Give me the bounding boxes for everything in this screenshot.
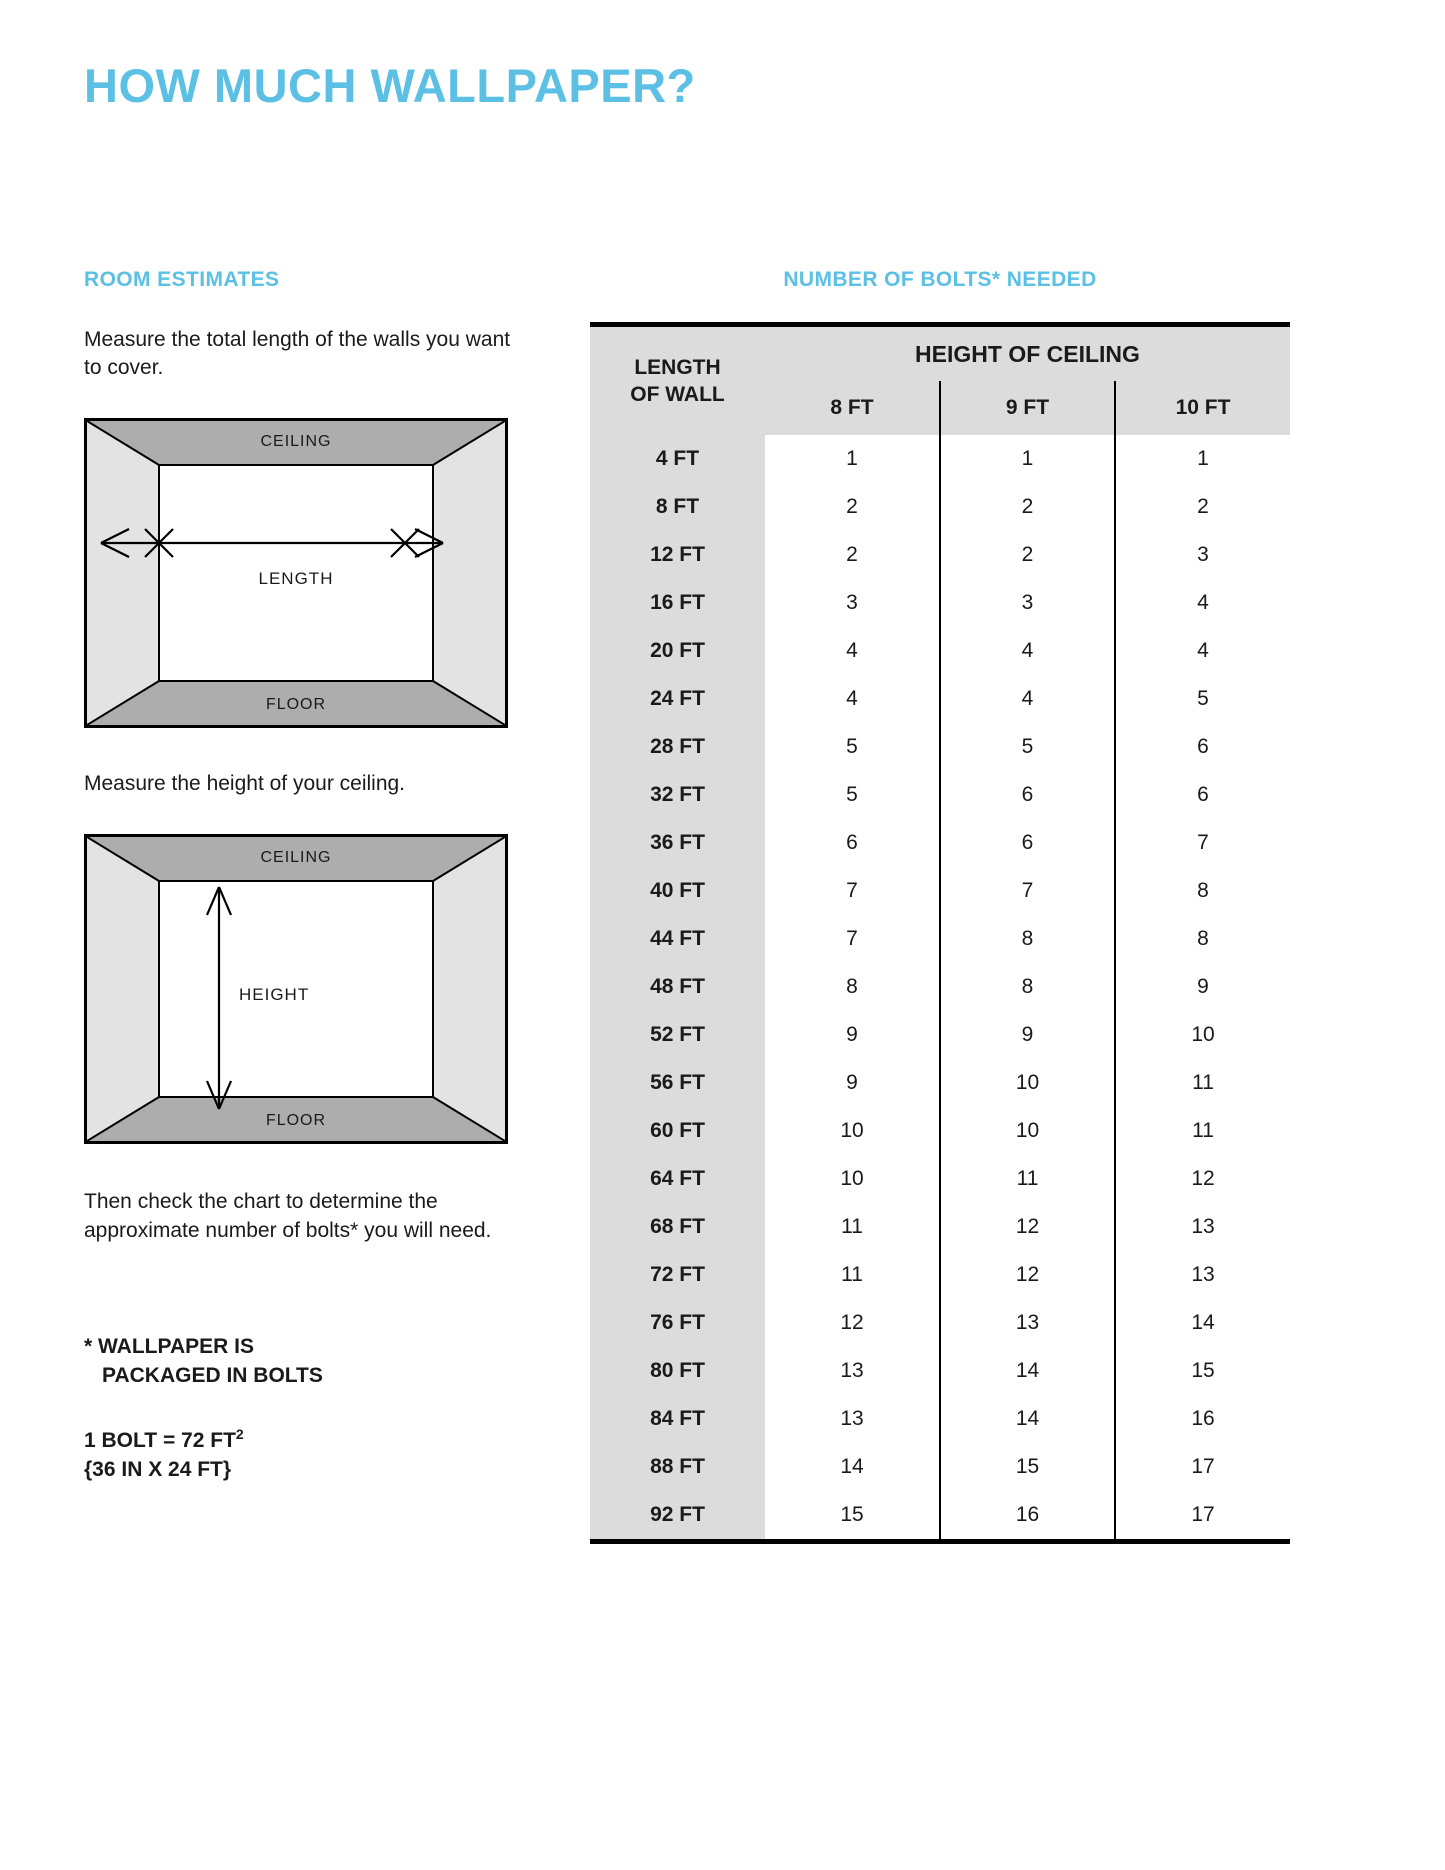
footnote-line-2: PACKAGED IN BOLTS <box>102 1363 323 1387</box>
cell-bolts-9ft: 5 <box>940 723 1115 771</box>
table-row <box>590 1203 1290 1251</box>
cell-bolts-10ft: 11 <box>1115 1107 1290 1155</box>
cell-bolts-9ft: 12 <box>940 1251 1115 1299</box>
cell-bolts-9ft: 10 <box>940 1059 1115 1107</box>
cell-bolts-8ft: 15 <box>840 1503 864 1526</box>
cell-bolts-10ft: 13 <box>1115 1203 1290 1251</box>
table-row <box>590 1155 1290 1203</box>
cell-bolts-9ft: 1 <box>940 435 1115 483</box>
row-header-length: 8 FT <box>590 483 765 531</box>
row-header-length: 16 FT <box>590 579 765 627</box>
room-estimates-section <box>84 268 524 1485</box>
bolt-size-superscript: 2 <box>235 1425 244 1442</box>
cell-bolts-8ft: 9 <box>846 1023 858 1046</box>
instruction-measure-height: Measure the height of your ceiling. <box>84 772 406 796</box>
cell-bolts-10ft: 7 <box>1115 819 1290 867</box>
bolt-size-line-1: 1 BOLT = 72 FT <box>84 1428 236 1452</box>
row-header-length: 36 FT <box>590 819 765 867</box>
bolts-table-wrapper <box>590 322 1290 1544</box>
cell-bolts-8ft: 9 <box>846 1071 858 1094</box>
table-row <box>590 675 1290 723</box>
cell-bolts-9ft: 2 <box>940 483 1115 531</box>
diagram-label-floor-2: FLOOR <box>265 1112 327 1130</box>
table-row <box>590 579 1290 627</box>
bolts-table-section <box>590 268 1290 1544</box>
cell-bolts-9ft: 9 <box>940 1011 1115 1059</box>
table-row <box>590 1251 1290 1299</box>
table-row <box>590 531 1290 579</box>
cell-bolts-9ft: 14 <box>940 1347 1115 1395</box>
diagram-label-height: HEIGHT <box>239 985 310 1005</box>
cell-bolts-8ft: 5 <box>846 735 858 758</box>
table-row <box>590 1299 1290 1347</box>
cell-bolts-8ft: 2 <box>846 543 858 566</box>
cell-bolts-8ft: 7 <box>846 879 858 902</box>
cell-bolts-10ft: 17 <box>1115 1491 1290 1539</box>
section-title-room-estimates: ROOM ESTIMATES <box>84 268 280 291</box>
row-header-length: 84 FT <box>590 1395 765 1443</box>
cell-bolts-9ft: 10 <box>940 1107 1115 1155</box>
cell-bolts-8ft: 14 <box>840 1455 864 1478</box>
bolt-size-line-2: {36 IN X 24 FT} <box>84 1457 232 1481</box>
cell-bolts-9ft: 7 <box>940 867 1115 915</box>
cell-bolts-9ft: 4 <box>940 627 1115 675</box>
cell-bolts-10ft: 8 <box>1115 915 1290 963</box>
cell-bolts-9ft: 11 <box>940 1155 1115 1203</box>
cell-bolts-8ft: 7 <box>846 927 858 950</box>
table-row <box>590 915 1290 963</box>
table-row <box>590 723 1290 771</box>
cell-bolts-8ft: 11 <box>841 1263 863 1286</box>
table-row <box>590 1491 1290 1539</box>
diagram-label-ceiling-2: CEILING <box>260 849 332 867</box>
row-header-length: 24 FT <box>590 675 765 723</box>
cell-bolts-10ft: 15 <box>1115 1347 1290 1395</box>
cell-bolts-10ft: 6 <box>1115 771 1290 819</box>
page-title: HOW MUCH WALLPAPER? <box>84 59 696 112</box>
cell-bolts-10ft: 8 <box>1115 867 1290 915</box>
cell-bolts-8ft: 8 <box>846 975 858 998</box>
cell-bolts-10ft: 1 <box>1115 435 1290 483</box>
bolts-table-head <box>590 327 1290 435</box>
bolts-table-body <box>590 435 1290 1539</box>
row-header-length: 68 FT <box>590 1203 765 1251</box>
row-header-length: 12 FT <box>590 531 765 579</box>
cell-bolts-10ft: 5 <box>1115 675 1290 723</box>
row-header-length: 72 FT <box>590 1251 765 1299</box>
room-diagram-length <box>84 418 508 728</box>
cell-bolts-9ft: 6 <box>940 771 1115 819</box>
bolts-table <box>590 327 1290 1539</box>
row-header-length: 48 FT <box>590 963 765 1011</box>
table-row <box>590 1443 1290 1491</box>
header-col-8ft: 8 FT <box>765 381 940 435</box>
cell-bolts-8ft: 10 <box>840 1167 864 1190</box>
table-row <box>590 1347 1290 1395</box>
instruction-check-chart: Then check the chart to determine the approximate number of bolts* you will need. <box>84 1190 492 1242</box>
cell-bolts-9ft: 12 <box>940 1203 1115 1251</box>
table-row <box>590 483 1290 531</box>
cell-bolts-9ft: 15 <box>940 1443 1115 1491</box>
footnote-bolt-size <box>84 1425 524 1485</box>
cell-bolts-10ft: 13 <box>1115 1251 1290 1299</box>
table-row <box>590 627 1290 675</box>
cell-bolts-8ft: 13 <box>840 1407 864 1430</box>
cell-bolts-9ft: 3 <box>940 579 1115 627</box>
cell-bolts-10ft: 10 <box>1115 1011 1290 1059</box>
row-header-length: 80 FT <box>590 1347 765 1395</box>
cell-bolts-8ft: 2 <box>846 495 858 518</box>
cell-bolts-8ft: 13 <box>840 1359 864 1382</box>
table-row <box>590 819 1290 867</box>
header-length-of-wall <box>590 327 765 435</box>
cell-bolts-9ft: 6 <box>940 819 1115 867</box>
cell-bolts-10ft: 14 <box>1115 1299 1290 1347</box>
diagram-label-floor: FLOOR <box>265 696 327 714</box>
header-col-10ft: 10 FT <box>1115 381 1290 435</box>
row-header-length: 40 FT <box>590 867 765 915</box>
cell-bolts-10ft: 17 <box>1115 1443 1290 1491</box>
table-row <box>590 435 1290 483</box>
cell-bolts-10ft: 16 <box>1115 1395 1290 1443</box>
cell-bolts-9ft: 4 <box>940 675 1115 723</box>
room-diagram-height <box>84 834 508 1144</box>
cell-bolts-8ft: 12 <box>840 1311 864 1334</box>
cell-bolts-10ft: 3 <box>1115 531 1290 579</box>
row-header-length: 88 FT <box>590 1443 765 1491</box>
table-header-row-group <box>590 327 1290 381</box>
header-col-9ft: 9 FT <box>940 381 1115 435</box>
diagram-label-ceiling: CEILING <box>260 433 332 451</box>
table-row <box>590 771 1290 819</box>
row-header-length: 92 FT <box>590 1491 765 1539</box>
table-row <box>590 1107 1290 1155</box>
instruction-measure-length: Measure the total length of the walls you want to cover. <box>84 328 511 380</box>
cell-bolts-8ft: 6 <box>846 831 858 854</box>
cell-bolts-10ft: 4 <box>1115 579 1290 627</box>
cell-bolts-10ft: 6 <box>1115 723 1290 771</box>
cell-bolts-9ft: 2 <box>940 531 1115 579</box>
cell-bolts-9ft: 14 <box>940 1395 1115 1443</box>
row-header-length: 76 FT <box>590 1299 765 1347</box>
row-header-length: 28 FT <box>590 723 765 771</box>
row-header-length: 20 FT <box>590 627 765 675</box>
row-header-length: 4 FT <box>590 435 765 483</box>
table-row <box>590 1395 1290 1443</box>
row-header-length: 60 FT <box>590 1107 765 1155</box>
cell-bolts-8ft: 4 <box>846 639 858 662</box>
table-row <box>590 867 1290 915</box>
cell-bolts-9ft: 13 <box>940 1299 1115 1347</box>
cell-bolts-10ft: 11 <box>1115 1059 1290 1107</box>
cell-bolts-8ft: 1 <box>846 447 858 470</box>
cell-bolts-8ft: 10 <box>840 1119 864 1142</box>
table-row <box>590 1011 1290 1059</box>
diagram-label-length: LENGTH <box>258 569 334 589</box>
row-header-length: 44 FT <box>590 915 765 963</box>
cell-bolts-8ft: 4 <box>846 687 858 710</box>
header-height-of-ceiling: HEIGHT OF CEILING <box>765 327 1290 381</box>
cell-bolts-8ft: 5 <box>846 783 858 806</box>
header-length-line2: OF WALL <box>630 383 725 406</box>
header-length-line1: LENGTH <box>634 355 721 379</box>
row-header-length: 32 FT <box>590 771 765 819</box>
cell-bolts-9ft: 8 <box>940 915 1115 963</box>
cell-bolts-9ft: 8 <box>940 963 1115 1011</box>
cell-bolts-8ft: 11 <box>841 1215 863 1238</box>
row-header-length: 56 FT <box>590 1059 765 1107</box>
cell-bolts-10ft: 4 <box>1115 627 1290 675</box>
cell-bolts-10ft: 12 <box>1115 1155 1290 1203</box>
cell-bolts-8ft: 3 <box>846 591 858 614</box>
row-header-length: 52 FT <box>590 1011 765 1059</box>
row-header-length: 64 FT <box>590 1155 765 1203</box>
footnote-wallpaper-bolts <box>84 1333 524 1391</box>
cell-bolts-9ft: 16 <box>940 1491 1115 1539</box>
table-row <box>590 963 1290 1011</box>
cell-bolts-10ft: 2 <box>1115 483 1290 531</box>
footnote-line-1: * WALLPAPER IS <box>84 1334 254 1358</box>
section-title-bolts-needed: NUMBER OF BOLTS* NEEDED <box>783 268 1097 291</box>
table-row <box>590 1059 1290 1107</box>
cell-bolts-10ft: 9 <box>1115 963 1290 1011</box>
